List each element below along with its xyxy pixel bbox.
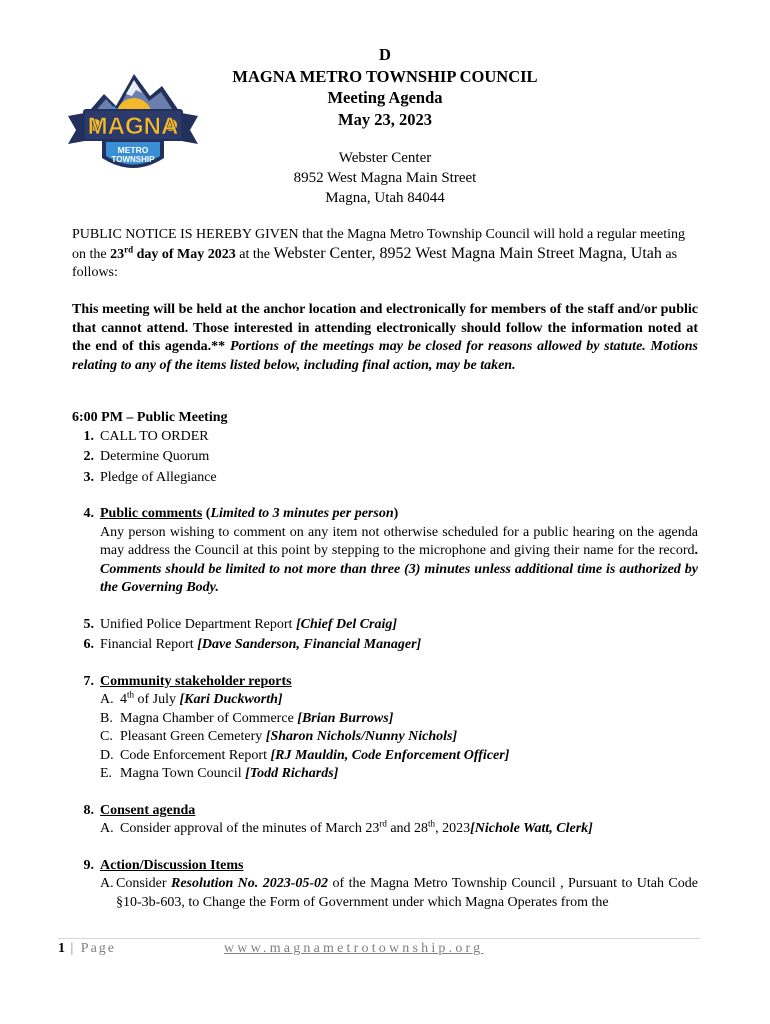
venue-city: Magna, Utah 84044 [325,190,445,206]
sub-item-7d [100,747,698,766]
meeting-heading: 6:00 PM – Public Meeting [72,410,228,425]
sub-letter: E. [100,766,113,781]
agenda-item-1 [72,428,698,447]
sub-presenter: [Kari Duckworth] [179,692,283,707]
sub-text: Pleasant Green Cemetery [120,729,266,744]
sub-presenter: [Todd Richards] [245,766,339,781]
item-number: 6. [83,637,94,652]
sub-text: Code Enforcement Report [120,747,271,763]
logo-line1: METRO [117,145,149,155]
sub-presenter: [Sharon Nichols/Nunny Nichols] [265,729,458,744]
sub-sup: th [127,689,135,700]
item-limit: Limited to 3 minutes per person [210,506,394,521]
sub-presenter: [RJ Mauldin, Code Enforcement Officer] [270,747,510,763]
sub-text-3: , 2023 [435,821,471,836]
sub-text-2: of the Magna Metro Township Council , Pursuant to Utah Code §10-3b-603, to Change the Form of Government under which Magna Operates from the [116,876,698,910]
public-notice [72,226,698,283]
page-num: 1 [58,941,65,956]
item-paren-close: ) [393,506,399,521]
sub-text: Consider [116,876,171,891]
meeting-statement [72,301,698,375]
sub-item-7a [100,691,698,710]
sub-text-2: of July [134,692,180,707]
sub-letter: A. [100,876,114,891]
item-presenter: [Chief Del Craig] [295,616,398,632]
item-text: Determine Quorum [100,449,210,464]
venue-name: Webster Center [338,150,432,166]
doc-type: Meeting Agenda [327,88,443,107]
item-title: Community stakeholder reports [100,673,292,689]
sub-item-9a [100,875,698,912]
website-link[interactable]: www.magnametrotownship.org [224,941,484,956]
sub-sup-2: th [428,818,436,829]
item-number: 7. [83,673,94,689]
page-label: | Page [65,941,117,956]
draft-mark: D [379,45,391,64]
sub-text: 4 [120,692,127,707]
item-text: Financial Report [100,637,198,652]
sub-presenter: [Nichole Watt, Clerk] [470,821,593,836]
sub-letter: D. [100,747,114,763]
sub-letter: A. [100,821,114,836]
agenda-item-2 [72,448,698,467]
sub-sup: rd [379,818,387,829]
notice-day-rest: day of May 2023 [133,246,236,262]
item-title: Consent agenda [100,802,196,818]
meeting-date: May 23, 2023 [338,109,432,129]
notice-text-2: at the [235,246,274,262]
agenda-item-4 [72,505,698,598]
sub-item-7c [100,728,698,747]
agenda-items [72,409,698,912]
footer-rule [58,938,700,939]
sub-text-2: and 28 [386,821,429,836]
notice-text: PUBLIC NOTICE IS HEREBY GIVEN that the Magna Metro Township Council will hold a regular meeting on the [72,227,685,262]
agenda-item-7 [72,673,698,784]
logo-line2: TOWNSHIP [111,155,155,164]
item-paren: ( [202,506,211,521]
notice-text-3: as follows: [72,246,678,280]
item-number: 5. [83,616,94,632]
sub-text: Magna Town Council [120,766,246,781]
notice-day-sup: rd [124,243,134,254]
venue-street: 8952 West Magna Main Street [293,170,477,186]
item-title: Action/Discussion Items [100,857,244,873]
agenda-item-6 [72,636,698,655]
agenda-item-9 [72,857,698,913]
page-number [58,941,116,957]
item-emphasis: Comments should be limited to not more than three (3) minutes unless additional time is authorized by the Governing Body. [100,561,698,595]
notice-day: 23 [110,246,125,262]
logo-word: MAGNA [87,113,179,140]
resolution-number: Resolution No. 2023-05-02 [171,876,329,891]
agenda-item-5 [72,616,698,635]
sub-letter: A. [100,692,114,707]
sub-item-7b [100,710,698,729]
item-presenter: [Dave Sanderson, Financial Manager] [197,637,422,652]
agenda-item-3 [72,469,698,488]
statement-text: This meeting will be held at the anchor location and electronically for members of the staff and/or public that cannot attend. Those interested in attending electronically should follow the information noted at the end of this agenda.** [72,302,698,354]
agenda-item-8 [72,802,698,839]
sub-text: Consider approval of the minutes of March 23 [120,821,380,836]
statement-italic: Portions of the meetings may be closed for reasons allowed by statute. Motions relating to any of the items listed below, including final action, may be taken. [72,339,698,373]
item-body: Any person wishing to comment on any item not otherwise scheduled for a public hearing on the agenda may address the Council at this point by stepping to the microphone and giving their name for the record [100,524,698,558]
item-text: Pledge of Allegiance [100,469,217,485]
item-number: 9. [83,857,94,873]
item-number: 1. [83,428,94,444]
sub-presenter: [Brian Burrows] [297,710,394,726]
sub-letter: C. [100,729,113,744]
notice-location: Webster Center, 8952 West Magna Main Street Magna, Utah [273,244,662,262]
item-number: 3. [83,469,94,485]
sub-item-7e [100,765,698,784]
org-name: MAGNA METRO TOWNSHIP COUNCIL [232,66,538,86]
sub-letter: B. [100,710,113,726]
item-title: Public comments [100,506,203,521]
item-period: . [694,543,698,558]
item-number: 4. [83,506,94,521]
item-number: 8. [83,802,94,818]
sub-text: Magna Chamber of Commerce [120,710,298,726]
item-number: 2. [83,449,94,464]
sub-item-8a [100,820,698,839]
agenda-header [0,44,770,208]
item-text: CALL TO ORDER [100,428,209,444]
item-text: Unified Police Department Report [100,616,296,632]
